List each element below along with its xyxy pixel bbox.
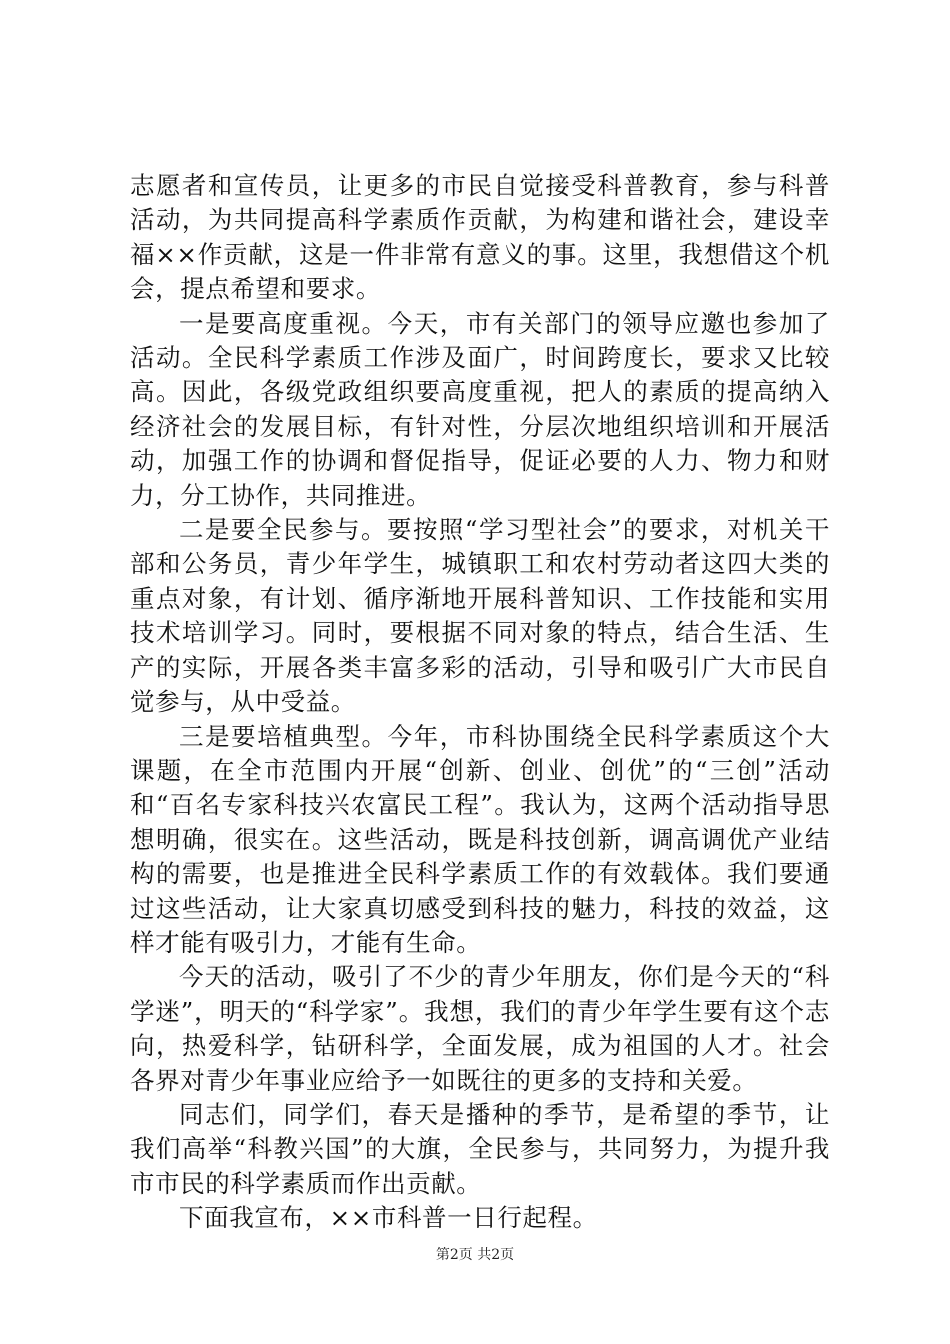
paragraph-3: 二是要全民参与。要按照“学习型社会”的要求，对机关干部和公务员，青少年学生，城镇职工和农村劳动者这四大类的重点对象，有计划、循序渐地开展科普知识、工作技能和实用技术培训学习。同时，要根据不同对象的特点，结合生活、生产的实际，开展各类丰富多彩的活动，引导和吸引广大市民自觉参与，从中受益。 (130, 515, 830, 717)
paragraph-2: 一是要高度重视。今天，市有关部门的领导应邀也参加了活动。全民科学素质工作涉及面广，时间跨度长，要求又比较高。因此，各级党政组织要高度重视，把人的素质的提高纳入经济社会的发展目标，有针对性，分层次地组织培训和开展活动，加强工作的协调和督促指导，促证必要的人力、物力和财力，分工协作，共同推进。 (130, 308, 830, 510)
document-body (130, 169, 830, 1236)
paragraph-4: 三是要培植典型。今年，市科协围绕全民科学素质这个大课题，在全市范围内开展“创新、创业、创优”的“三创”活动和“百名专家科技兴农富民工程”。我认为，这两个活动指导思想明确，很实在。这些活动，既是科技创新，调高调优产业结构的需要，也是推进全民科学素质工作的有效载体。我们要通过这些活动，让大家真切感受到科技的魅力，科技的效益，这样才能有吸引力，才能有生命。 (130, 721, 830, 957)
page-footer (0, 1246, 950, 1264)
paragraph-5: 今天的活动，吸引了不少的青少年朋友，你们是今天的“科学迷”，明天的“科学家”。我想，我们的青少年学生要有这个志向，热爱科学，钻研科学，全面发展，成为祖国的人才。社会各界对青少年事业应给予一如既往的更多的支持和关爱。 (130, 962, 830, 1095)
paragraph-6: 同志们，同学们，春天是播种的季节，是希望的季节，让我们高举“科教兴国”的大旗，全民参与，共同努力，为提升我市市民的科学素质而作出贡献。 (130, 1099, 830, 1198)
page-number-label: 第2页 共2页 (435, 1247, 515, 1263)
paragraph-1: 志愿者和宣传员，让更多的市民自觉接受科普教育，参与科普活动，为共同提高科学素质作贡献，为构建和谐社会，建设幸福××作贡献，这是一件非常有意义的事。这里，我想借这个机会，提点希望和要求。 (130, 171, 830, 304)
paragraph-7: 下面我宣布，××市科普一日行起程。 (179, 1203, 598, 1233)
